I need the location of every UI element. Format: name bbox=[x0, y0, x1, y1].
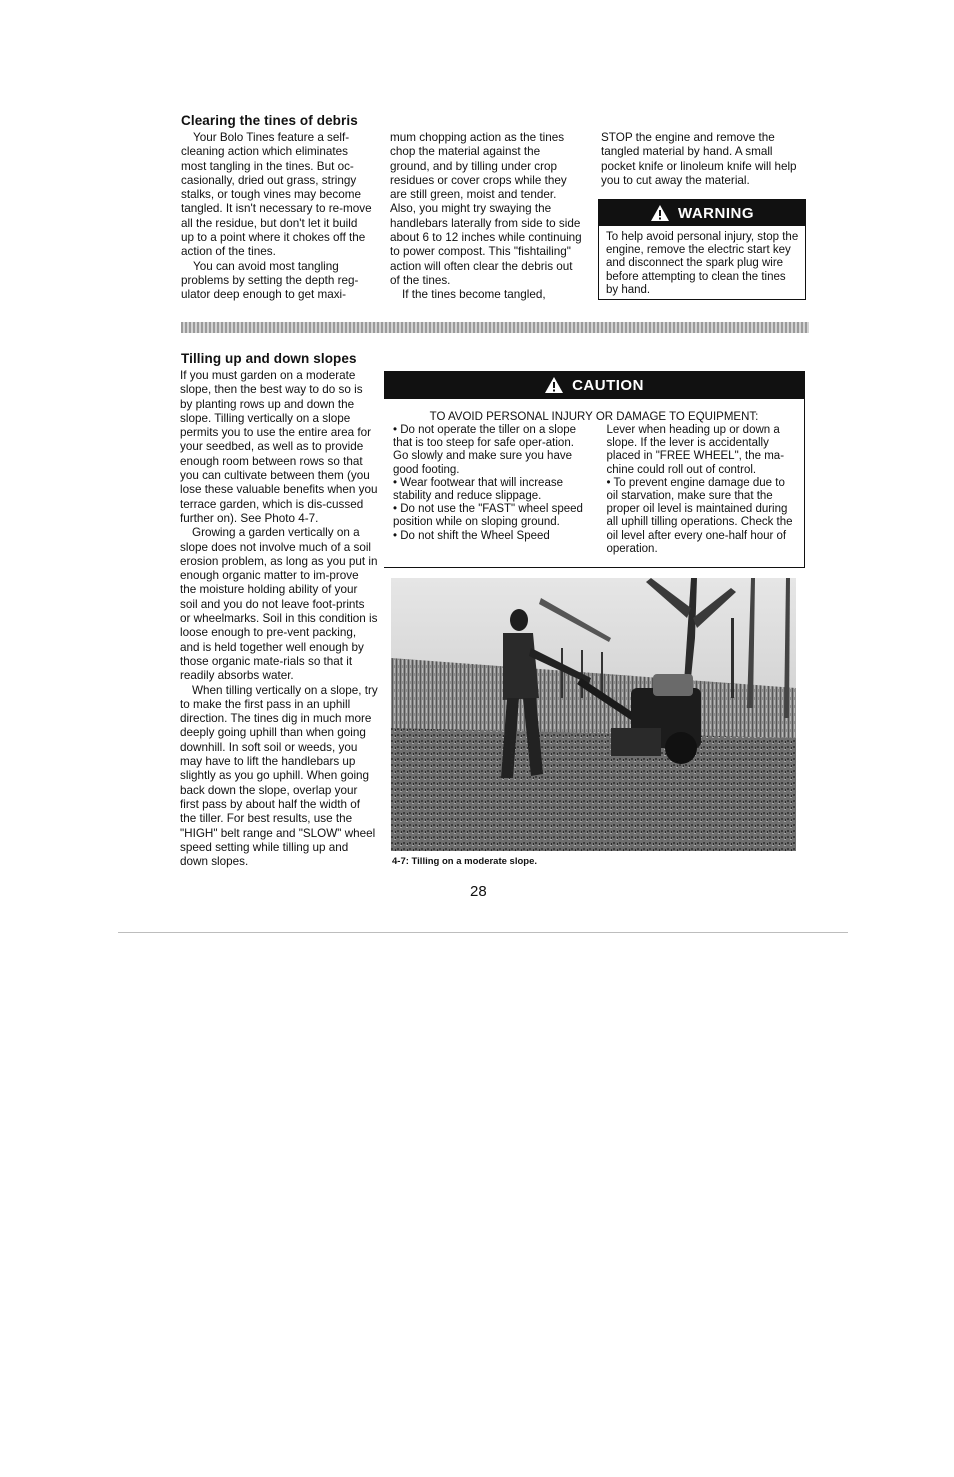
caution-item: • Do not use the "FAST" wheel speed position while on sloping ground. bbox=[393, 503, 583, 529]
caution-right-column bbox=[607, 424, 799, 556]
paragraph: mum chopping action as the tines chop the material against the ground, and by tilling under crop residues or cover crops while they are still green, moist and tender. Also, you might try swaying the handlebars laterally from side to side about 6 to 12 inches while continuing to power compost. This "fishtailing" action will often clear the debris out of the tines. bbox=[390, 131, 582, 287]
paragraph: STOP the engine and remove the tangled material by hand. A small pocket knife or linoleum knife will help you to cut away the material. bbox=[601, 131, 797, 187]
caution-intro: TO AVOID PERSONAL INJURY OR DAMAGE TO EQUIPMENT: bbox=[429, 411, 759, 423]
photo-caption: 4-7: Tilling on a moderate slope. bbox=[392, 856, 537, 867]
section-title-slopes: Tilling up and down slopes bbox=[181, 351, 357, 366]
paragraph: You can avoid most tangling problems by setting the depth reg-ulator deep enough to get maxi- bbox=[181, 259, 359, 302]
section2-column-1 bbox=[180, 369, 378, 869]
paragraph: Your Bolo Tines feature a self-cleaning action which eliminates most tangling in the tines. But oc-casionally, dried out grass, stringy stalks, or tough vines may become tangled. It isn't necessary to re-move all the residue, but don't let it build up to a point where it chokes off the action of the tines. bbox=[181, 131, 372, 259]
warning-triangle-icon bbox=[650, 204, 670, 222]
paragraph: If you must garden on a moderate slope, then the best way to do so is by planting rows up and down the slope. Tilling vertically on a slope permits you to use the entire area for your seedbed, as well as to provide enough room between rows so that you can cultivate between them (you lose these valuable benefits when you terrace garden, which is dis-cussed further on). See Photo 4-7. bbox=[180, 369, 378, 525]
paragraph: Growing a garden vertically on a slope does not involve much of a soil erosion problem, as long as you put in enough organic matter to im-prove the moisture holding ability of your soil and you do not leave foot-prints or wheelmarks. Soil in this condition is loose enough to pre-vent packing, and is held together well enough by those organic mate-rials so that it readily absorbs water. bbox=[180, 526, 378, 683]
caution-item: • Do not shift the Wheel Speed bbox=[393, 529, 550, 542]
warning-text: To help avoid personal injury, stop the engine, remove the electric start key and disconnect the spark plug wire before attempting to clean the tines by hand. bbox=[606, 231, 799, 296]
section1-column-3 bbox=[601, 131, 805, 188]
caution-item: • To prevent engine damage due to oil starvation, make sure that the proper oil level is maintained during all uphill tilling operations. Check the oil level after every one-half hour of operation. bbox=[606, 476, 793, 555]
caution-item: Lever when heading up or down a slope. If the lever is accidentally placed in "FREE WHEEL", the ma-chine could roll out of control. bbox=[606, 424, 785, 476]
paragraph: When tilling vertically on a slope, try to make the first pass in an uphill direction. The tines dig in much more deeply going uphill than when going downhill. In soft soil or weeds, you may have to lift the handlebars up slightly as you go uphill. When going back down the slope, overlap your first pass by about half the width of the tiller. For best results, use the "HIGH" belt range and "SLOW" wheel speed setting while tilling up and down slopes. bbox=[180, 683, 378, 869]
paragraph: If the tines become tangled, bbox=[402, 288, 546, 302]
caution-box bbox=[384, 371, 805, 568]
caution-left-column bbox=[393, 424, 589, 556]
caution-columns bbox=[384, 424, 804, 556]
warning-label: WARNING bbox=[678, 204, 754, 222]
caution-item: • Do not operate the tiller on a slope that is too steep for safe oper-ation. Go slowly and make sure you have good footing. bbox=[393, 424, 577, 476]
caution-label: CAUTION bbox=[572, 376, 644, 394]
warning-box bbox=[598, 199, 806, 300]
caution-header bbox=[384, 371, 804, 399]
section-divider bbox=[181, 322, 809, 333]
warning-header bbox=[599, 200, 805, 226]
page-number: 28 bbox=[470, 883, 487, 900]
section-title-clearing: Clearing the tines of debris bbox=[181, 113, 358, 128]
caution-item: • Wear footwear that will increase stability and reduce slippage. bbox=[393, 476, 563, 503]
caution-triangle-icon bbox=[544, 376, 564, 394]
section1-column-2 bbox=[390, 131, 582, 303]
bottom-rule bbox=[118, 932, 848, 933]
photo-image bbox=[391, 578, 796, 851]
section1-column-1 bbox=[181, 131, 373, 303]
photo-tilling-slope bbox=[391, 578, 796, 851]
